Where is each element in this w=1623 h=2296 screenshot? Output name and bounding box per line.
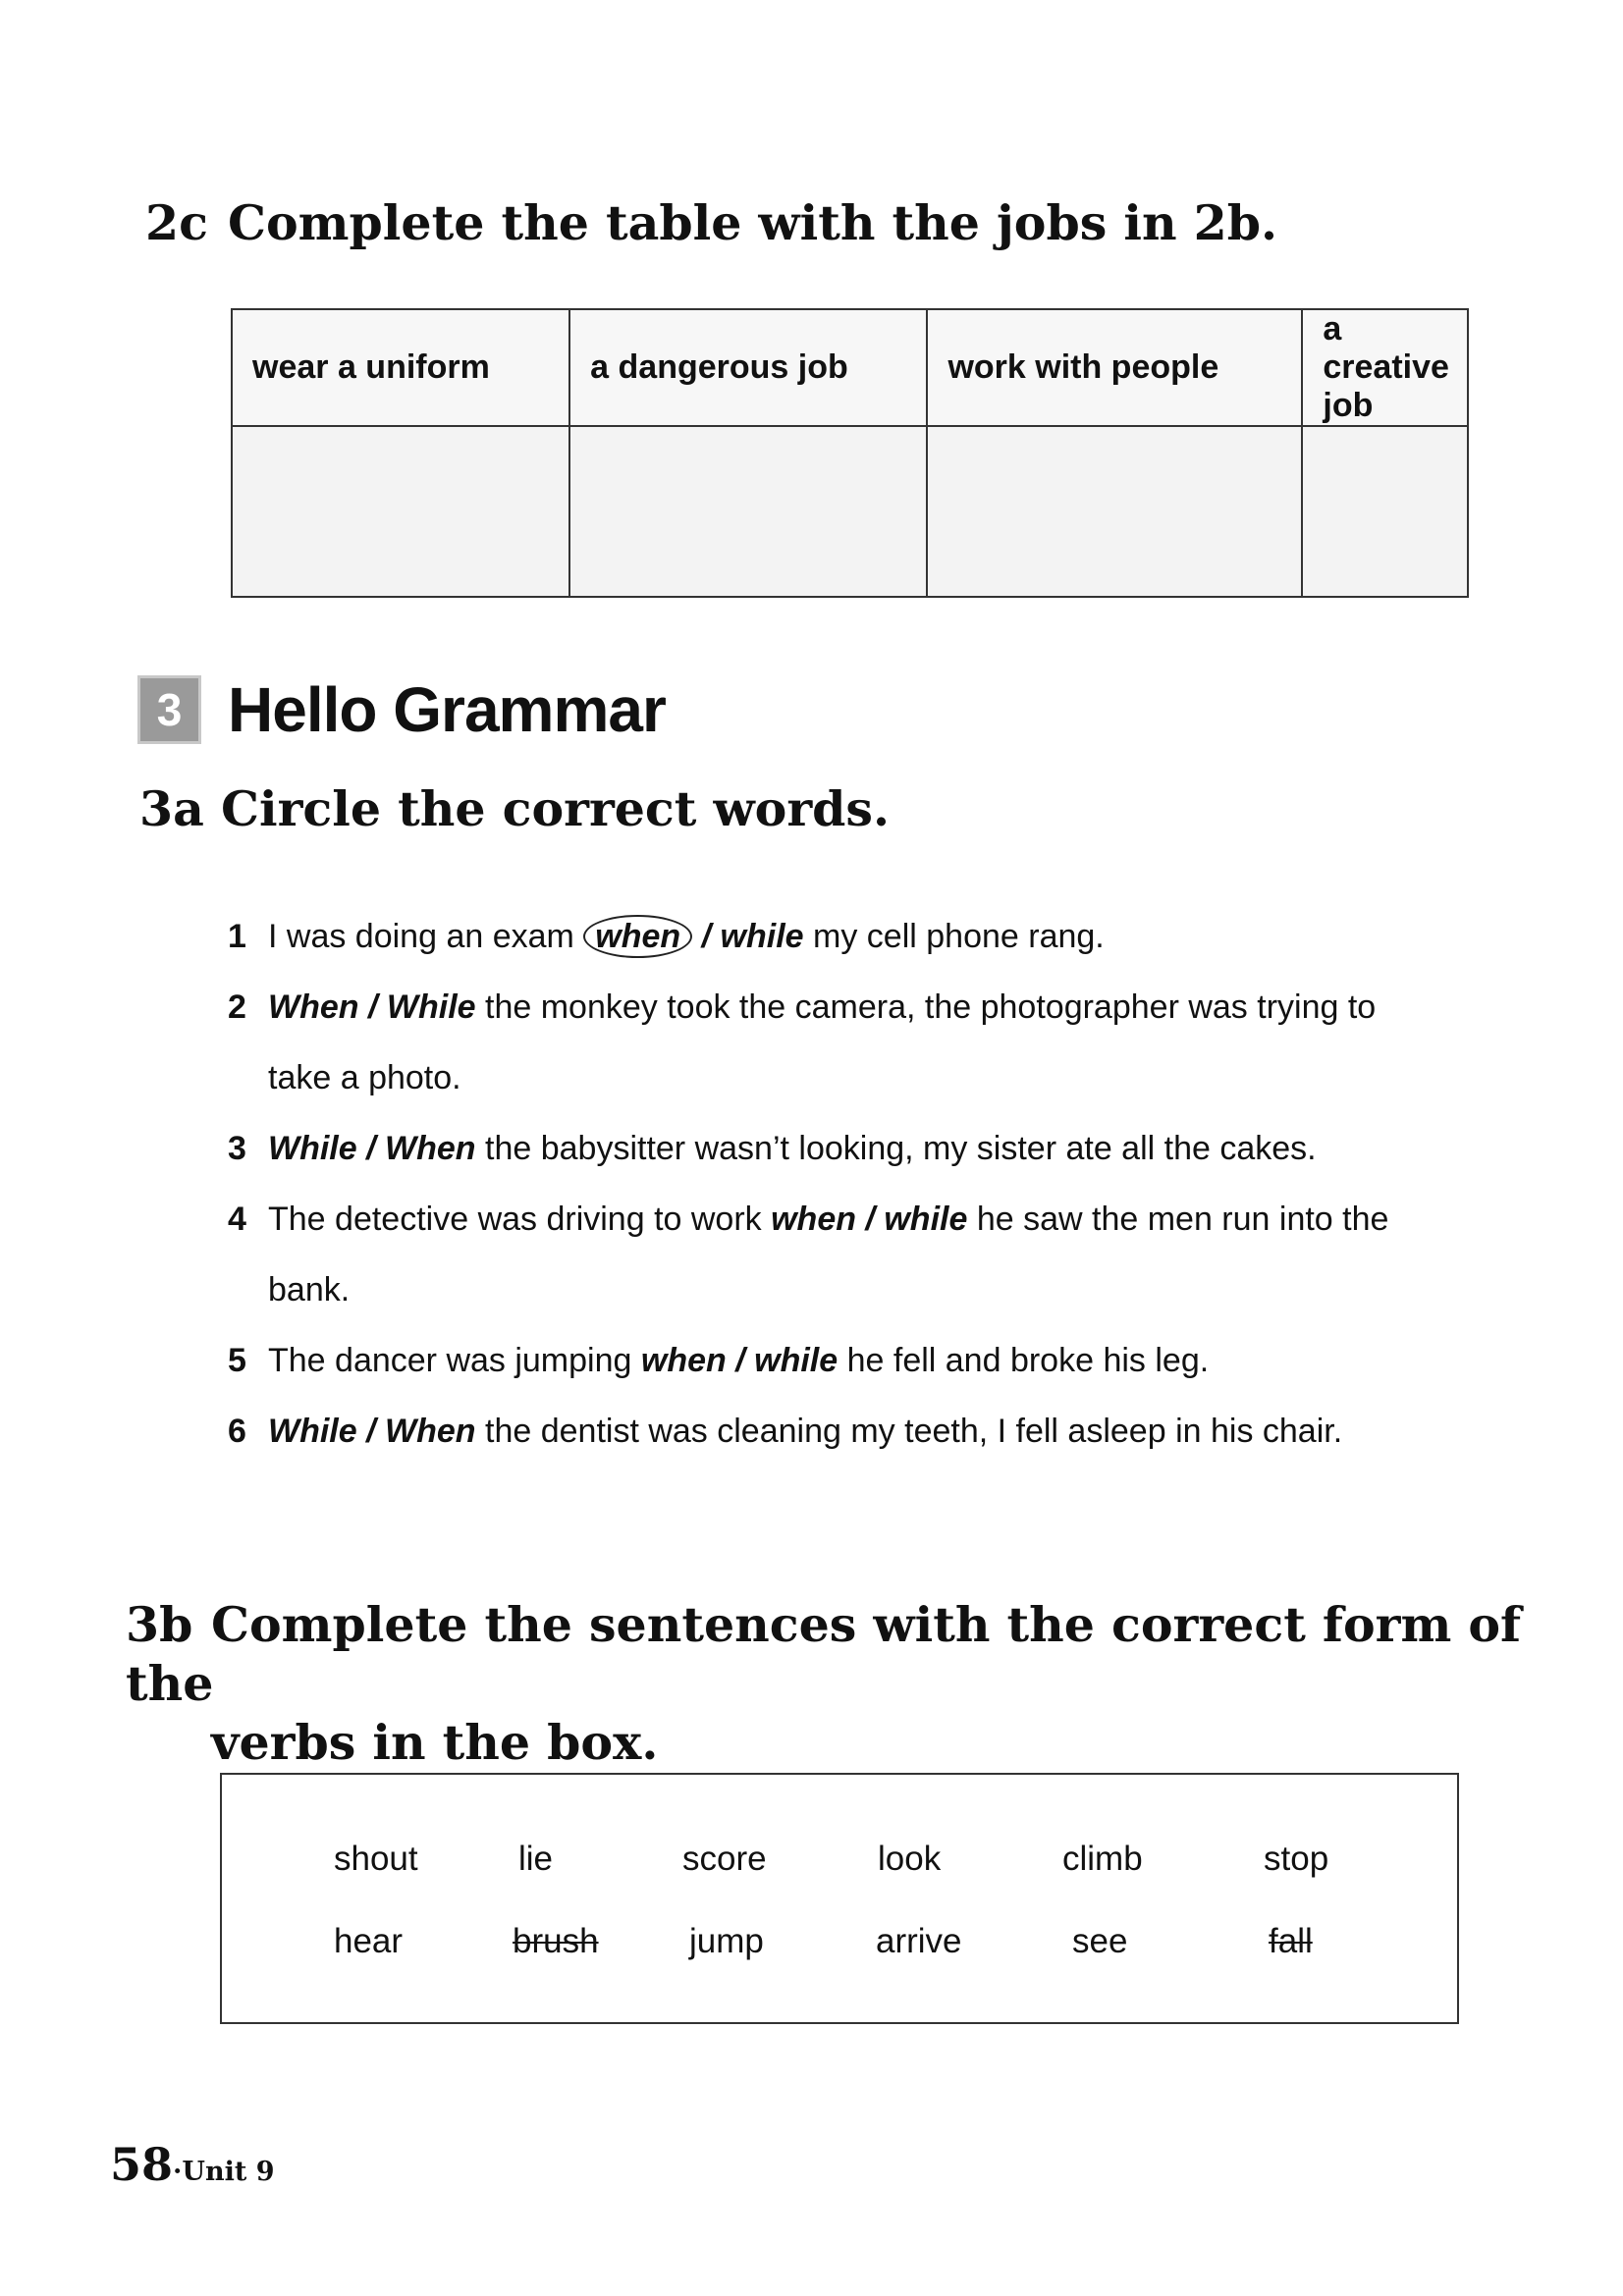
option-separator: /	[856, 1201, 885, 1238]
page-footer	[110, 2138, 275, 2191]
word-option[interactable]: While	[268, 1130, 357, 1167]
table-header: a creative job	[1302, 309, 1468, 426]
exercise-instruction: Complete the table with the jobs in 2b.	[228, 194, 1278, 251]
verb-box	[220, 1773, 1459, 2024]
jobs-table	[231, 308, 1469, 598]
item-text: he fell and broke his leg.	[838, 1342, 1210, 1379]
verb-word: stop	[1264, 1840, 1329, 1878]
exercise-3a-heading	[139, 780, 890, 837]
item-number: 2	[228, 988, 246, 1026]
item-text: my cell phone rang.	[803, 918, 1105, 955]
item-text: the dentist was cleaning my teeth, I fell asleep in his chair.	[475, 1413, 1343, 1450]
item-text-continued: bank.	[268, 1271, 351, 1308]
exercise-instruction: Complete the sentences with the correct form of the	[126, 1596, 1522, 1712]
exercise-number: 3a	[139, 780, 204, 837]
verb-word: climb	[1062, 1840, 1143, 1878]
page-number: 58	[110, 2138, 174, 2191]
section-number-badge: 3	[137, 675, 201, 744]
word-option[interactable]: when	[771, 1201, 857, 1238]
word-option[interactable]: While	[268, 1413, 357, 1450]
unit-label: Unit 9	[182, 2157, 275, 2187]
item-number: 5	[228, 1342, 246, 1379]
word-option[interactable]: when	[640, 1342, 727, 1379]
verb-word: shout	[334, 1840, 418, 1878]
exercise-number: 2c	[145, 194, 208, 251]
word-option[interactable]: while	[720, 918, 804, 955]
exercise-2c-heading	[145, 194, 1277, 251]
table-header-row	[232, 309, 1468, 426]
verb-word: see	[1072, 1922, 1128, 1960]
item-text: he saw the men run into the	[967, 1201, 1389, 1238]
list-item	[228, 1396, 1494, 1467]
word-option[interactable]: When	[268, 988, 359, 1026]
verb-word: hear	[334, 1922, 404, 1960]
answer-cell[interactable]	[927, 426, 1302, 597]
option-separator: /	[356, 1130, 386, 1167]
exercise-number: 3b	[126, 1596, 193, 1653]
word-option[interactable]: When	[385, 1413, 476, 1450]
exercise-instruction: Circle the correct words.	[221, 780, 891, 837]
item-number: 6	[228, 1413, 246, 1450]
exercise-instruction-continued: verbs in the box.	[211, 1714, 659, 1771]
section-title: Hello Grammar	[228, 674, 666, 745]
item-text: The detective was driving to work	[268, 1201, 772, 1238]
exercise-3b-heading	[126, 1595, 1623, 1772]
option-separator: /	[358, 988, 387, 1026]
item-text: the monkey took the camera, the photographer was trying to	[475, 988, 1377, 1026]
table-header: a dangerous job	[569, 309, 927, 426]
answer-cell[interactable]	[1302, 426, 1468, 597]
verb-word-crossed-out: fall	[1269, 1922, 1313, 1960]
verb-word: lie	[518, 1840, 554, 1878]
table-row	[232, 426, 1468, 597]
list-item	[228, 1113, 1494, 1184]
list-item	[228, 1325, 1494, 1396]
item-number: 3	[228, 1130, 246, 1167]
item-text-continued: take a photo.	[268, 1059, 461, 1096]
verb-word: score	[682, 1840, 767, 1878]
item-text: the babysitter wasn’t looking, my sister ate all the cakes.	[475, 1130, 1317, 1167]
answer-cell[interactable]	[569, 426, 927, 597]
verb-word: look	[878, 1840, 942, 1878]
verb-word-crossed-out: brush	[513, 1922, 599, 1960]
answer-cell[interactable]	[232, 426, 569, 597]
verb-word: arrive	[876, 1922, 962, 1960]
word-option[interactable]: while	[754, 1342, 839, 1379]
word-option[interactable]: While	[386, 988, 476, 1026]
list-item	[228, 1184, 1494, 1325]
option-separator: /	[692, 918, 721, 955]
item-number: 4	[228, 1201, 246, 1238]
word-option[interactable]: When	[385, 1130, 476, 1167]
option-separator: /	[356, 1413, 386, 1450]
list-item	[228, 972, 1494, 1113]
footer-separator: ·	[173, 2157, 183, 2187]
table-header: work with people	[927, 309, 1302, 426]
item-text: I was doing an exam	[268, 918, 584, 955]
verb-word: jump	[689, 1922, 764, 1960]
word-option-circled[interactable]: when	[583, 915, 692, 958]
list-item	[228, 901, 1494, 972]
item-number: 1	[228, 918, 246, 955]
option-separator: /	[726, 1342, 755, 1379]
item-text: The dancer was jumping	[268, 1342, 641, 1379]
table-header: wear a uniform	[232, 309, 569, 426]
word-option[interactable]: while	[884, 1201, 968, 1238]
exercise-3a-items	[228, 901, 1494, 1467]
